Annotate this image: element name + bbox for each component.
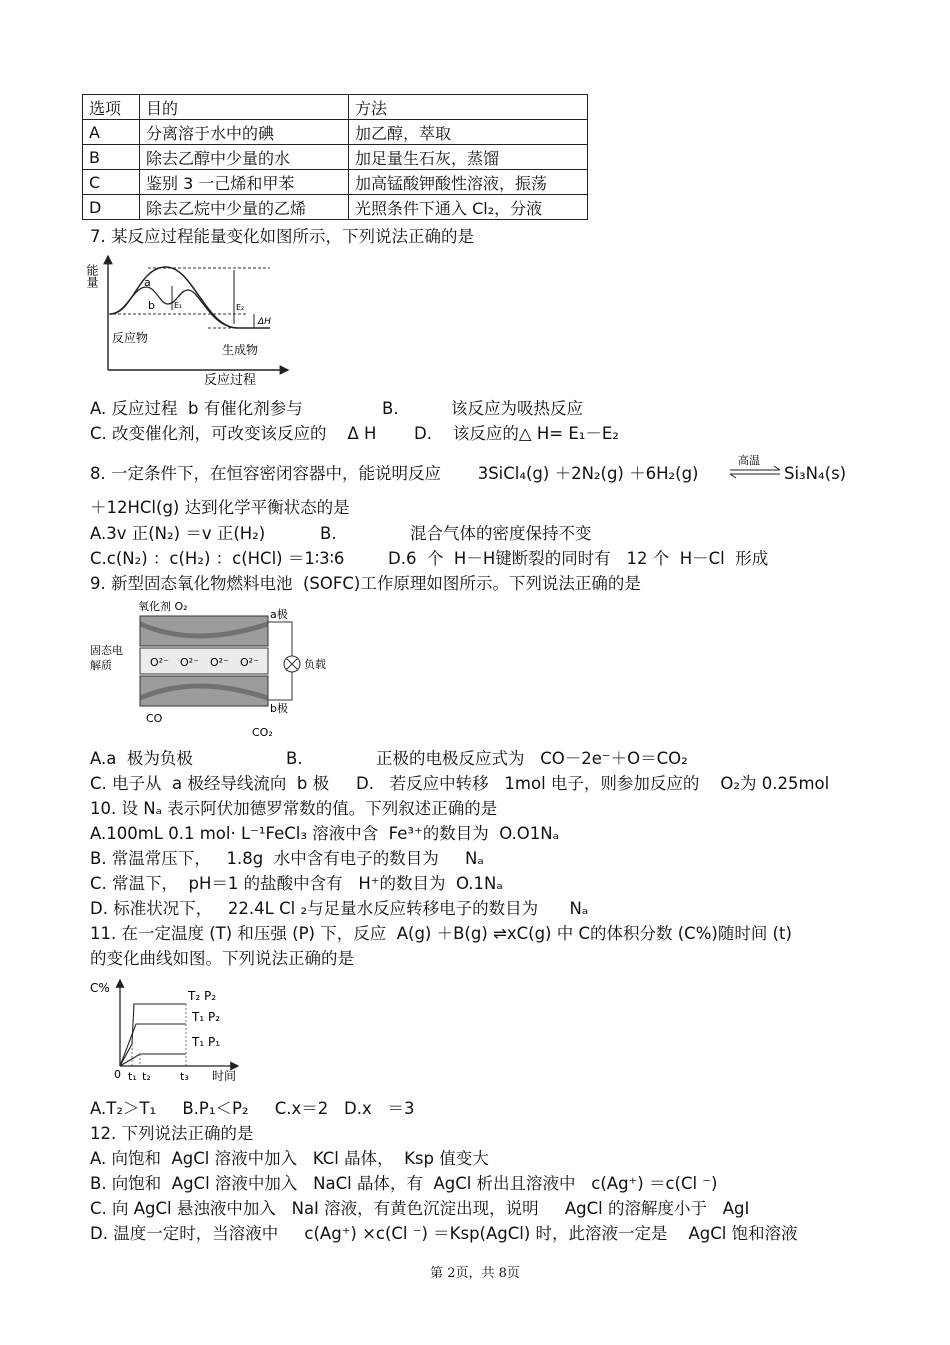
oxidant-label: 氧化剂 O₂ (138, 600, 188, 613)
question-8-stem-line-1: 8. 一定条件下，在恒容密闭容器中，能说明反应 3SiCl₄(g) ＋2N₂(g) ＋6H₂(g) (90, 464, 699, 483)
question-12-option-d: D. 温度一定时，当溶液中 c(Ag⁺) ×c(Cl ⁻) ＝Ksp(AgCl) 时，此溶液一定是 AgCl 饱和溶液 (90, 1224, 798, 1243)
curve-label: T₁ P₁ (192, 1035, 221, 1049)
table-cell: 除去乙醇中少量的水 (140, 145, 349, 170)
table-row (83, 145, 588, 170)
e1-label: E₁ (174, 301, 183, 310)
forward-arrow-head (774, 466, 780, 470)
electrolyte-label-line-1: 固态电 (90, 644, 123, 657)
question-12-stem: 12. 下列说法正确的是 (90, 1124, 254, 1143)
question-11-stem-line-2: 的变化曲线如图。下列说法正确的是 (90, 949, 354, 968)
curve-t1-p1 (120, 1054, 186, 1066)
energy-diagram (85, 252, 298, 390)
question-10-stem: 10. 设 Nₐ 表示阿伏加德罗常数的值。下列叙述正确的是 (90, 799, 498, 818)
concentration-time-graph (88, 974, 248, 1088)
y-axis-label: 能量 (85, 264, 99, 288)
reverse-arrow-head (730, 474, 736, 478)
arrow-condition-label: 高温 (738, 454, 760, 467)
curve-b-label: b (148, 299, 155, 312)
question-10-option-d: D. 标准状况下， 22.4L Cl ₂与足量水反应转移电子的数目为 Nₐ (90, 899, 589, 918)
question-10-option-b: B. 常温常压下， 1.8g 水中含有电子的数目为 Nₐ (90, 849, 484, 868)
question-9-stem: 9. 新型固态氧化物燃料电池 (SOFC)工作原理如图所示。下列说法正确的是 (90, 574, 641, 593)
question-7-option-b: B. 该反应为吸热反应 (382, 399, 584, 418)
t3-label: t₃ (180, 1070, 189, 1083)
pole-a-label: a极 (270, 608, 288, 621)
page-footer: 第 2页，共 8页 (430, 1266, 520, 1281)
table-header-row (83, 95, 588, 120)
pole-b-label: b极 (270, 702, 288, 715)
question-8-stem-product: Si₃N₄(s) (784, 464, 847, 483)
question-8-option-b: B. 混合气体的密度保持不变 (320, 524, 592, 543)
question-11-options: A.T₂＞T₁ B.P₁＜P₂ C.x＝2 D.x ＝3 (90, 1099, 415, 1118)
ion-label: O²⁻ (240, 656, 259, 669)
question-9-option-b: B. 正极的电极反应式为 CO－2e⁻＋O＝CO₂ (286, 749, 688, 768)
e2-label: E₂ (236, 303, 245, 312)
dh-label: ΔH (258, 317, 271, 327)
curve-t2-p2 (120, 1004, 186, 1066)
question-8-option-c: C.c(N₂) ：c(H₂) ：c(HCl) ＝1∶3∶6 (90, 549, 345, 568)
table-cell: 加高锰酸钾酸性溶液，振荡 (349, 170, 588, 195)
table-row (83, 195, 588, 220)
table-cell: 分离溶于水中的碘 (140, 120, 349, 145)
ion-label: O²⁻ (150, 656, 169, 669)
curve-label: T₂ P₂ (188, 989, 217, 1003)
table-header: 方法 (349, 95, 588, 120)
t1-label: t₁ (128, 1070, 137, 1083)
curve-label: T₁ P₂ (192, 1010, 221, 1024)
origin-label: 0 (114, 1068, 121, 1081)
table-header: 目的 (140, 95, 349, 120)
table-cell: 光照条件下通入 Cl₂，分液 (349, 195, 588, 220)
ion-label: O²⁻ (210, 656, 229, 669)
load-label: 负载 (304, 658, 326, 671)
question-12-option-a: A. 向饱和 AgCl 溶液中加入 KCl 晶体， Ksp 值变大 (90, 1149, 489, 1168)
question-9-option-a: A.a 极为负极 (90, 749, 193, 768)
curve-a (110, 267, 270, 328)
curve-a-label: a (144, 276, 151, 289)
x-axis-label: 时间 (212, 1069, 237, 1083)
table-cell: A (83, 120, 140, 145)
table-cell: 鉴别 3 一己烯和甲苯 (140, 170, 349, 195)
table-header: 选项 (83, 95, 140, 120)
table-cell: B (83, 145, 140, 170)
product-label: 生成物 (222, 343, 259, 357)
co-label: CO (146, 712, 163, 725)
question-12-option-b: B. 向饱和 AgCl 溶液中加入 NaCl 晶体，有 AgCl 析出且溶液中 c(Ag⁺) ＝c(Cl ⁻) (90, 1174, 718, 1193)
question-7-option-a: A. 反应过程 b 有催化剂参与 (90, 399, 303, 418)
question-11-stem-line-1: 11. 在一定温度 (T) 和压强 (P) 下，反应 A(g) ＋B(g) ⇌xC(g) 中 C的体积分数 (C%)随时间 (t) (90, 924, 792, 943)
table-row (83, 170, 588, 195)
fuel-cell-diagram (88, 596, 348, 742)
reversible-arrow (728, 452, 784, 484)
table-cell: D (83, 195, 140, 220)
x-axis-label: 反应过程 (204, 373, 257, 388)
wire-b (268, 672, 292, 700)
question-10-option-c: C. 常温下， pH＝1 的盐酸中含有 H⁺的数目为 O.1Nₐ (90, 874, 503, 893)
question-8-option-d: D.6 个 H－H键断裂的同时有 12 个 H－Cl 形成 (388, 549, 769, 568)
question-7-option-d: D. 该反应的△ H= E₁－E₂ (414, 424, 619, 443)
t2-label: t₂ (142, 1070, 151, 1083)
question-12-option-c: C. 向 AgCl 悬浊液中加入 NaI 溶液，有黄色沉淀出现，说明 AgCl 的溶解度小于 AgI (90, 1199, 750, 1218)
co2-label: CO₂ (252, 726, 273, 739)
table-cell: C (83, 170, 140, 195)
question-9-option-d: D. 若反应中转移 1mol 电子，则参加反应的 O₂为 0.25mol (356, 774, 830, 793)
question-7-stem: 7. 某反应过程能量变化如图所示，下列说法正确的是 (90, 227, 474, 246)
reactant-label: 反应物 (112, 331, 149, 345)
electrolyte-label-line-2: 解质 (90, 659, 112, 672)
question-8-stem-line-2: ＋12HCl(g) 达到化学平衡状态的是 (90, 498, 350, 517)
options-table (82, 94, 588, 220)
table-row (83, 120, 588, 145)
question-9-option-c: C. 电子从 a 极经导线流向 b 极 (90, 774, 330, 793)
y-axis-label: C% (90, 981, 110, 995)
question-7-option-c: C. 改变催化剂，可改变该反应的 Δ H (90, 424, 377, 443)
table-cell: 加乙醇，萃取 (349, 120, 588, 145)
question-10-option-a: A.100mL 0.1 mol· L⁻¹FeCl₃ 溶液中含 Fe³⁺的数目为 O.O1Nₐ (90, 824, 560, 843)
ion-label: O²⁻ (180, 656, 199, 669)
table-cell: 加足量生石灰，蒸馏 (349, 145, 588, 170)
table-cell: 除去乙烷中少量的乙烯 (140, 195, 349, 220)
question-8-option-a: A.3v 正(N₂) ＝v 正(H₂) (90, 524, 266, 543)
wire-a (268, 622, 292, 656)
